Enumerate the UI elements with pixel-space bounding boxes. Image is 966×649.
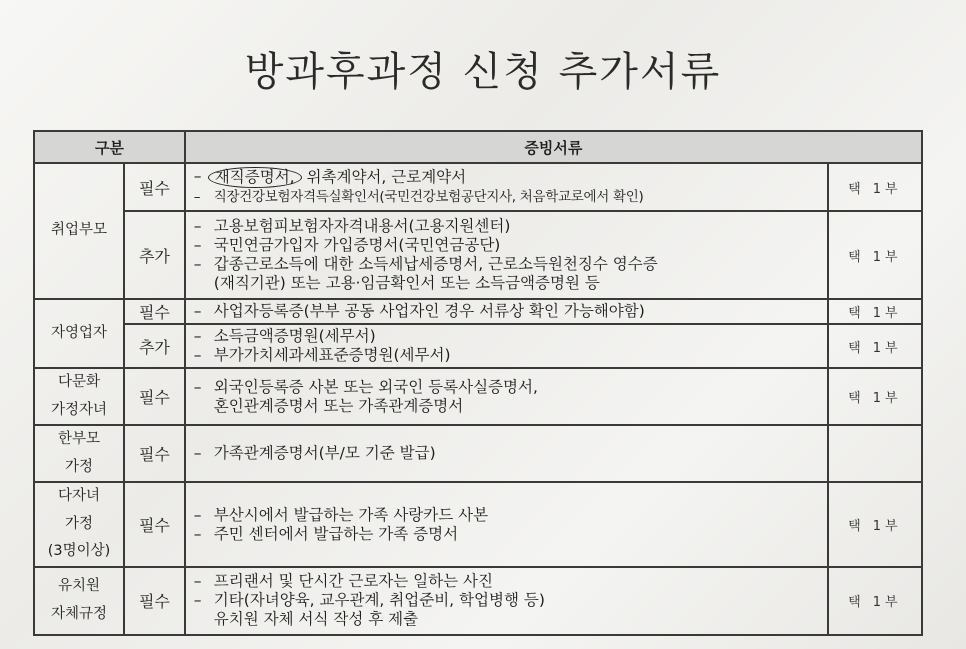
doc-line: (재직기관) 또는 고용·임금확인서 또는 소득금액증명원 등: [213, 274, 600, 292]
table-row: [34, 163, 922, 211]
type-cell: 필수: [124, 299, 185, 324]
doc-line: – 외국인등록증 사본 또는 외국인 등록사실증명서,: [192, 378, 821, 397]
table-row: [34, 425, 922, 482]
docs-cell: [185, 211, 828, 299]
docs-cell: [185, 567, 828, 635]
group-self-employed: 자영업자: [34, 299, 124, 368]
type-cell: 필수: [124, 482, 185, 567]
group-single-parent: 한부모 가정: [34, 425, 124, 482]
header-group: 구분: [34, 131, 185, 163]
doc-line: – 갑종근로소득에 대한 소득세납세증명서, 근로소득원천징수 영수증: [192, 255, 821, 274]
doc-line: – 주민 센터에서 발급하는 가족 증명서: [192, 525, 821, 544]
doc-line: – 기타(자녀양육, 교우관계, 취업준비, 학업병행 등): [192, 591, 821, 610]
note-cell: 택 1부: [828, 163, 922, 211]
note-cell: 택 1부: [828, 324, 922, 368]
docs-cell: [185, 368, 828, 425]
group-working-parents: 취업부모: [34, 163, 124, 299]
doc-line: – 소득금액증명원(세무서): [192, 327, 821, 346]
table-row: [34, 482, 922, 567]
doc-line: – 재직증명서, 위촉계약서, 근로계약서: [192, 167, 821, 188]
note-cell: 택 1부: [828, 299, 922, 324]
table-row: [34, 299, 922, 324]
doc-line: – 직장건강보험자격득실확인서(국민건강보험공단지사, 처음학교로에서 확인): [192, 188, 821, 207]
table-row: [34, 324, 922, 368]
docs-cell: [185, 299, 828, 324]
group-multicultural: 다문화 가정자녀: [34, 368, 124, 425]
doc-line: 혼인관계증명서 또는 가족관계증명서: [213, 396, 464, 415]
type-cell: 추가: [124, 211, 185, 299]
doc-line: – 국민연금가입자 가입증명서(국민연금공단): [192, 236, 821, 255]
type-cell: 필수: [124, 163, 185, 211]
type-cell: 필수: [124, 425, 185, 482]
header-docs: 증빙서류: [185, 131, 922, 163]
requirements-table: [33, 130, 923, 636]
doc-line: – 가족관계증명서(부/모 기준 발급): [192, 444, 821, 463]
docs-cell: [185, 324, 828, 368]
doc-line: – 부산시에서 발급하는 가족 사랑카드 사본: [192, 506, 821, 525]
group-multi-child: 다자녀 가정 (3명이상): [34, 482, 124, 567]
note-cell: 택 1부: [828, 211, 922, 299]
doc-line: – 사업자등록증(부부 공동 사업자인 경우 서류상 확인 가능해야함): [192, 302, 821, 321]
group-kindergarten: 유치원 자체규정: [34, 567, 124, 635]
table-row: [34, 567, 922, 635]
page-title: 방과후과정 신청 추가서류: [244, 49, 722, 95]
type-cell: 필수: [124, 567, 185, 635]
table-row: [34, 368, 922, 425]
table-header-row: [34, 131, 922, 163]
doc-line: 유치원 자체 서식 작성 후 제출: [213, 610, 419, 629]
docs-cell: [185, 482, 828, 567]
type-cell: 추가: [124, 324, 185, 368]
doc-line: – 부가가치세과세표준증명원(세무서): [192, 346, 821, 365]
note-cell: 택 1부: [828, 482, 922, 567]
doc-line: – 프리랜서 및 단시간 근로자는 일하는 사진: [192, 572, 821, 591]
docs-cell: [185, 163, 828, 211]
note-cell: 택 1부: [828, 567, 922, 635]
note-cell: [828, 425, 922, 482]
circled-annotation: 재직증명서,: [208, 167, 302, 188]
docs-cell: [185, 425, 828, 482]
doc-line: – 고용보험피보험자자격내용서(고용지원센터): [192, 217, 821, 236]
table-row: [34, 211, 922, 299]
type-cell: 필수: [124, 368, 185, 425]
note-cell: 택 1부: [828, 368, 922, 425]
